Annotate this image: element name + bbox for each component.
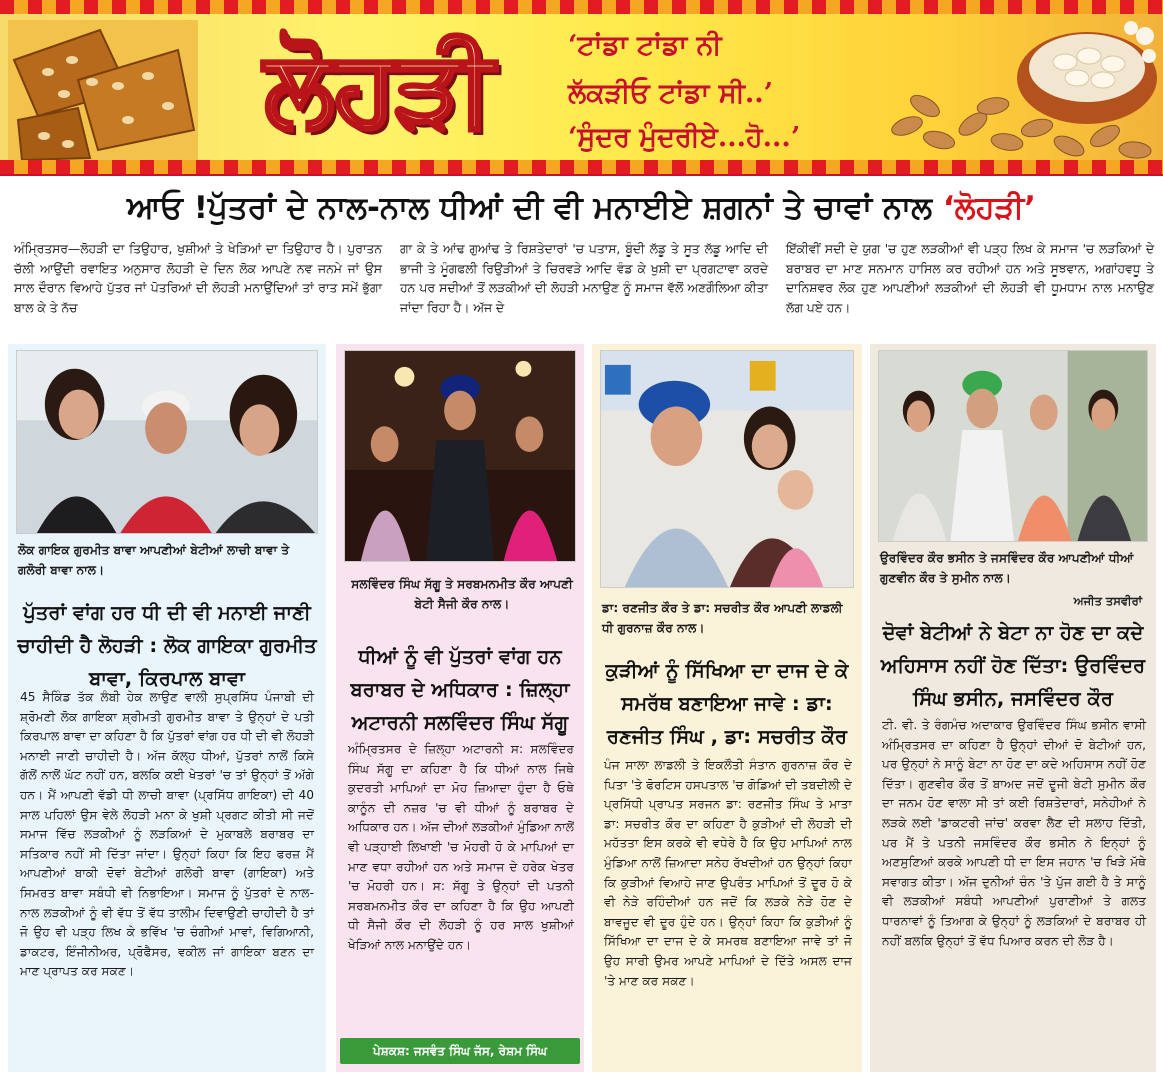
- main-headline: [0, 182, 1163, 234]
- lohri-banner: [0, 0, 1163, 176]
- banner-verse-line-2: ਲੱਕੜੀਓ ਟਾਂਡਾ ਸੀ..’: [568, 78, 774, 109]
- story-3-caption: ਡਾ: ਰਣਜੀਤ ਕੌਰ ਤੇ ਡਾ: ਸਚਰੀਤ ਕੌਰ ਆਪਣੀ ਲਾਡਲੀ ਧੀ ਗੁਰਨਾਜ਼ ਕੌਰ ਨਾਲ।: [602, 601, 843, 635]
- headline-text: ਆਓ !ਪੁੱਤਰਾਂ ਦੇ ਨਾਲ-ਨਾਲ ਧੀਆਂ ਦੀ ਵੀ ਮਨਾਈਏ ਸ਼ਗਨਾਂ ਤੇ ਚਾਵਾਂ ਨਾਲ: [127, 190, 943, 226]
- story-4-body: ਟੀ. ਵੀ. ਤੇ ਰੰਗਮੰਚ ਅਦਾਕਾਰ ਉਰਵਿੰਦਰ ਸਿੰਘ ਭਸੀਨ ਵਾਸੀ ਅੰਮ੍ਰਿਤਸਰ ਦਾ ਕਹਿਣਾ ਹੈ ਉਨ੍ਹਾਂ ਦੀਆਂ ਦੋ ਬੇਟੀਆਂ ਹਨ, ਪਰ ਉਨ੍ਹਾਂ ਨੇ ਸਾਨੂੰ ਬੇਟਾ ਨਾ ਹੋਣ ਦਾ ਕਦੇ ਅਹਿਸਾਸ ਨਹੀਂ ਹੋਣ ਦਿੱਤਾ। ਗੁਣਵੀਰ ਕੌਰ ਤੋਂ ਬਾਅਦ ਜਦੋਂ ਦੂਜੀ ਬੇਟੀ ਸੁਮੀਨ ਕੌਰ ਦਾ ਜਨਮ ਹੋਣ ਵਾਲਾ ਸੀ ਤਾਂ ਕਈ ਰਿਸ਼ਤੇਦਾਰਾਂ, ਸਨੇਹੀਆਂ ਨੇ ਲੜਕੇ ਲਈ 'ਡਾਕਟਰੀ ਜਾਂਚ' ਕਰਵਾ ਲੈਣ ਦੀ ਸਲਾਹ ਦਿੱਤੀ, ਪਰ ਮੈਂ ਤੇ ਪਤਨੀ ਜਸਵਿੰਦਰ ਕੌਰ ਭਸੀਨ ਨੇ ਇਨ੍ਹਾਂ ਨੂੰ ਅਣਸੁਣਿਆਂ ਕਰਕੇ ਆਪਣੀ ਧੀ ਦਾ ਇਸ ਜਹਾਨ 'ਚ ਖਿੜੇ ਮੱਥੇ ਸਵਾਗਤ ਕੀਤਾ। ਅੱਜ ਦੁਨੀਆਂ ਚੰਨ 'ਤੇ ਪੁੱਜ ਗਈ ਹੈ ਤੇ ਸਾਨੂੰ ਵੀ ਲੜਕੀਆਂ ਸਬੰਧੀ ਆਪਣੀਆਂ ਪੁਰਾਣੀਆਂ ਤੇ ਗਲਤ ਧਾਰਨਾਵਾਂ ਨੂੰ ਤਿਆਗ ਕੇ ਉਨ੍ਹਾਂ ਨੂੰ ਲੜਕਿਆਂ ਦੇ ਬਰਾਬਰ ਹੀ ਨਹੀਂ ਬਲਕਿ ਉਨ੍ਹਾਂ ਤੋਂ ਵੱਧ ਪਿਆਰ ਕਰਨ ਦੀ ਲੋੜ ਹੈ।: [882, 718, 1146, 948]
- banner-bottom-stripe: [0, 160, 1163, 174]
- photo-credit-ajit: ਅਜੀਤ ਤਸਵੀਰਾਂ: [1073, 594, 1142, 608]
- story-bawa-family: [8, 344, 326, 1072]
- story-4-caption: ਉਰਵਿੰਦਰ ਕੌਰ ਭਸੀਨ ਤੇ ਜਸਵਿੰਦਰ ਕੌਰ ਆਪਣੀਆਂ ਧੀਆਂ ਗੁਣਵੀਨ ਕੌਰ ਤੇ ਸੁਮੀਨ ਨਾਲ।: [880, 551, 1134, 585]
- peanuts-bowl-image: [877, 16, 1157, 166]
- story-3-body: ਪੰਜ ਸਾਲਾ ਲਾਡਲੀ ਤੇ ਇਕਲੌਤੀ ਸੰਤਾਨ ਗੁਰਨਾਜ਼ ਕੌਰ ਦੇ ਪਿਤਾ 'ਤੇ ਫੋਰਟਿਸ ਹਸਪਤਾਲ 'ਚ ਗੋਡਿਆਂ ਦੀ ਤਬਦੀਲੀ ਦੇ ਪ੍ਰਸਿੱਧੀ ਪ੍ਰਾਪਤ ਸਰਜਨ ਡਾ: ਰਣਜੀਤ ਸਿੰਘ ਤੇ ਮਾਤਾ ਡਾ: ਸਚਰੀਤ ਕੌਰ ਦਾ ਕਹਿਣਾ ਹੈ ਕੁੜੀਆਂ ਦੀ ਲੋਹੜੀ ਦੀ ਮਹੱਤਤਾ ਇਸ ਕਰਕੇ ਵੀ ਵਧੇਰੇ ਹੈ ਕਿ ਉਹ ਮਾਪਿਆਂ ਨਾਲ ਮੁੰਡਿਆ ਨਾਲੋਂ ਜ਼ਿਆਦਾ ਸਨੇਹ ਰੱਖਦੀਆਂ ਹਨ ਉਨ੍ਹਾਂ ਕਿਹਾ ਕਿ ਕੁੜੀਆਂ ਵਿਆਹੇ ਜਾਣ ਉਪਰੰਤ ਮਾਪਿਆਂ ਤੋਂ ਦੂਰ ਹੋ ਕੇ ਵੀ ਨੇੜੇ ਰਹਿੰਦੀਆਂ ਹਨ ਜਦੋਂ ਕਿ ਲੜਕੇ ਨੇੜੇ ਹੋਣ ਦੇ ਬਾਵਜੂਦ ਵੀ ਦੂਰ ਹੁੰਦੇ ਹਨ। ਉਨ੍ਹਾਂ ਕਿਹਾ ਕਿ ਕੁੜੀਆਂ ਨੂੰ ਸਿੱਖਿਆ ਦਾ ਦਾਜ ਦੇ ਕੇ ਸਮਰਥ ਬਣਾਇਆ ਜਾਵੇ ਤਾਂ ਜੋ ਉਹ ਸਾਰੀ ਉਮਰ ਆਪਣੇ ਮਾਪਿਆਂ ਦੇ ਦਿੱਤੇ ਅਸਲ ਦਾਜ 'ਤੇ ਮਾਣ ਕਰ ਸਕਣ।: [604, 758, 852, 988]
- headline-accent-lohri: ‘ਲੋਹੜੀ’: [942, 190, 1036, 226]
- story-1-caption: ਲੋਕ ਗਾਇਕ ਗੁਰਮੀਤ ਬਾਵਾ ਆਪਣੀਆਂ ਬੇਟੀਆਂ ਲਾਚੀ ਬਾਵਾ ਤੇ ਗਲੋਰੀ ਬਾਵਾ ਨਾਲ।: [18, 543, 290, 577]
- story-1-heading: ਪੁੱਤਰਾਂ ਵਾਂਗ ਹਰ ਧੀ ਦੀ ਵੀ ਮਨਾਈ ਜਾਣੀ ਚਾਹੀਦੀ ਹੈ ਲੋਹੜੀ : ਲੋਕ ਗਾਇਕਾ ਗੁਰਮੀਤ ਬਾਵਾ, ਕਿਰਪਾਲ ਬਾਵਾ: [17, 601, 317, 690]
- story-2-body: ਅੰਮ੍ਰਿਤਸਰ ਦੇ ਜ਼ਿਲ੍ਹਾ ਅਟਾਰਨੀ ਸ: ਸਲਵਿੰਦਰ ਸਿੰਘ ਸੱਗੂ ਦਾ ਕਹਿਣਾ ਹੈ ਕਿ ਧੀਆਂ ਨਾਲ ਜਿਥੇ ਕੁਦਰਤੀ ਮਾਪਿਆਂ ਦਾ ਮੋਹ ਜ਼ਿਆਦਾ ਹੁੰਦਾ ਹੈ ਓਥੇ ਕਾਨੂੰਨ ਦੀ ਨਜ਼ਰ 'ਚ ਵੀ ਧੀਆਂ ਨੂੰ ਬਰਾਬਰ ਦੇ ਅਧਿਕਾਰ ਹਨ। ਅੱਜ ਦੀਆਂ ਲੜਕੀਆਂ ਮੁੰਡਿਆ ਨਾਲੋਂ ਵੀ ਪੜ੍ਹਾਈ ਲਿਖਾਈ 'ਚ ਮੋਹਰੀ ਹੋ ਕੇ ਮਾਪਿਆਂ ਦਾ ਮਾਣ ਵਧਾ ਰਹੀਆਂ ਹਨ ਅਤੇ ਸਮਾਜ ਦੇ ਹਰੇਕ ਖੇਤਰ 'ਚ ਮੋਹਰੀ ਹਨ। ਸ: ਸੱਗੂ ਤੇ ਉਨ੍ਹਾਂ ਦੀ ਪਤਨੀ ਸਰਬਮਨਮੀਤ ਕੌਰ ਦਾ ਕਹਿਣਾ ਹੈ ਕਿ ਉਹ ਆਪਣੀ ਧੀ ਸੈਜੀ ਕੌਰ ਦੀ ਲੋਹੜੀ ਨੂੰ ਹਰ ਸਾਲ ਖੁਸ਼ੀਆਂ ਖੇੜਿਆਂ ਨਾਲ ਮਨਾਉਂਦੇ ਹਨ।: [348, 742, 574, 952]
- intro-column-1: ਅੰਮ੍ਰਿਤਸਰ—ਲੋਹੜੀ ਦਾ ਤਿਉਹਾਰ, ਖੁਸ਼ੀਆਂ ਤੇ ਖੇੜਿਆਂ ਦਾ ਤਿਉਹਾਰ ਹੈ। ਪੁਰਾਤਨ ਚੱਲੀ ਆਉਂਦੀ ਰਵਾਇਤ ਅਨੁਸਾਰ ਲੋਹੜੀ ਦੇ ਦਿਨ ਲੋਕ ਆਪਣੇ ਨਵ ਜਨਮੇ ਜਾਂ ਉਸ ਸਾਲ ਦੌਰਾਨ ਵਿਆਹੇ ਪੁੱਤਰ ਜਾਂ ਪੋਤਰਿਆਂ ਦੀ ਲੋਹੜੀ ਮਨਾਉਂਦਿਆਂ ਤਾਂ ਰਾਤ ਸਮੇਂ ਭੁੱਗਾ ਬਾਲ ਕੇ ਤੇ ਨੱਚ: [14, 242, 382, 315]
- story-2-heading: ਧੀਆਂ ਨੂੰ ਵੀ ਪੁੱਤਰਾਂ ਵਾਂਗ ਹਨ ਬਰਾਬਰ ਦੇ ਅਧਿਕਾਰ : ਜ਼ਿਲ੍ਹਾ ਅਟਾਰਨੀ ਸਲਵਿੰਦਰ ਸਿੰਘ ਸੱਗੂ: [350, 645, 570, 734]
- reporter-credit: ਪੇਸ਼ਕਸ਼: ਜਸਵੰਤ ਸਿੰਘ ਜੱਸ, ਰੇਸ਼ਮ ਸਿੰਘ: [340, 1038, 580, 1064]
- story-1-body: 45 ਸੈਕਿੰਡ ਤੱਕ ਲੰਬੀ ਹੇਕ ਲਾਉਣ ਵਾਲੀ ਸੁਪ੍ਰਸਿੱਧ ਪੰਜਾਬੀ ਦੀ ਸ਼੍ਰੋਮਣੀ ਲੋਕ ਗਾਇਕਾ ਸ਼੍ਰੀਮਤੀ ਗੁਰਮੀਤ ਬਾਵਾ ਤੇ ਉਨ੍ਹਾਂ ਦੇ ਪਤੀ ਕਿਰਪਾਲ ਬਾਵਾ ਦਾ ਕਹਿਣਾ ਹੈ ਕਿ ਪੁੱਤਰਾਂ ਵਾਂਗ ਹਰ ਧੀ ਦੀ ਵੀ ਲੋਹੜੀ ਮਨਾਈ ਜਾਣੀ ਚਾਹੀਦੀ ਹੈ। ਅੱਜ ਕੱਲ੍ਹ ਧੀਆਂ, ਪੁੱਤਰਾਂ ਨਾਲੋਂ ਕਿਸੇ ਗੱਲੋਂ ਨਾਲੋਂ ਘੱਟ ਨਹੀਂ ਹਨ, ਬਲਕਿ ਕਈ ਖੇਤਰਾਂ 'ਚ ਤਾਂ ਉਨ੍ਹਾਂ ਤੋਂ ਅੱਗੇ ਹਨ। ਮੈਂ ਆਪਣੀ ਵੱਡੀ ਧੀ ਲਾਚੀ ਬਾਵਾ (ਪ੍ਰਸਿੱਧ ਗਾਇਕਾ) ਦੀ 40 ਸਾਲ ਪਹਿਲਾਂ ਉਸ ਵੇਲੇ ਲੋਹੜੀ ਮਨਾ ਕੇ ਖੁਸ਼ੀ ਪ੍ਰਗਟ ਕੀਤੀ ਸੀ ਜਦੋਂ ਸਮਾਜ ਵਿੱਚ ਲੜਕੀਆਂ ਨੂੰ ਲੜਕਿਆਂ ਦੇ ਮੁਕਾਬਲੇ ਬਰਾਬਰ ਦਾ ਸਤਿਕਾਰ ਨਹੀਂ ਸੀ ਦਿੱਤਾ ਜਾਂਦਾ। ਉਨ੍ਹਾਂ ਕਿਹਾ ਕਿ ਇਹ ਫਰਜ਼ ਮੈਂ ਆਪਣੀਆਂ ਬਾਕੀ ਦੋਵਾਂ ਬੇਟੀਆਂ ਗਲੋਰੀ ਬਾਵਾ (ਗਾਇਕਾ) ਅਤੇ ਸਿਮਰਤ ਬਾਵਾ ਸਬੰਧੀ ਵੀ ਨਿਭਾਇਆ। ਸਮਾਜ ਨੂੰ ਪੁੱਤਰਾਂ ਦੇ ਨਾਲ-ਨਾਲ ਲੜਕੀਆਂ ਨੂੰ ਵੀ ਵੱਧ ਤੋਂ ਵੱਧ ਤਾਲੀਮ ਦਿਵਾਉਣੀ ਚਾਹੀਦੀ ਹੈ ਤਾਂ ਜੋ ਉਹ ਵੀ ਪੜ੍ਹ ਲਿਖ ਕੇ ਭਵਿੱਖ 'ਚ ਚੰਗੀਆਂ ਮਾਵਾਂ, ਵਿਗਿਆਨੀ, ਡਾਕਟਰ, ਇੰਜੀਨੀਅਰ, ਪ੍ਰੋਫੈਸਰ, ਵਕੀਲ ਜਾਂ ਗਾਇਕਾ ਬਣਨ ਦਾ ਮਾਣ ਪ੍ਰਾਪਤ ਕਰ ਸਕਣ।: [20, 690, 314, 979]
- intro-column-3: ਇੱਕੀਵੀਂ ਸਦੀ ਦੇ ਯੁਗ 'ਚ ਹੁਣ ਲੜਕੀਆਂ ਵੀ ਪੜ੍ਹ ਲਿਖ ਕੇ ਸਮਾਜ 'ਚ ਲੜਕਿਆਂ ਦੇ ਬਰਾਬਰ ਦਾ ਮਾਣ ਸਨਮਾਨ ਹਾਸਿਲ ਕਰ ਰਹੀਆਂ ਹਨ ਅਤੇ ਸੂਝਵਾਨ, ਅਗਾਂਹਵਧੂ ਤੇ ਦਾਨਿਸ਼ਵਰ ਲੋਕ ਹੁਣ ਆਪਣੀਆਂ ਲੜਕੀਆਂ ਦੀ ਲੋਹੜੀ ਵੀ ਧੂਮਧਾਮ ਨਾਲ ਮਨਾਉਣ ਲੱਗ ਪਏ ਹਨ।: [786, 242, 1154, 315]
- banner-verse-line-3: ‘ਸੁੰਦਰ ਮੁੰਦਰੀਏ...ਹੋ...’: [568, 122, 801, 153]
- photo-bhasin-family: [878, 350, 1148, 542]
- photo-bawa-family: [16, 350, 318, 534]
- banner-verse-line-1: ‘ਟਾਂਡਾ ਟਾਂਡਾ ਨੀ: [568, 30, 722, 61]
- intro-column-2: ਗਾ ਕੇ ਤੇ ਆਂਢ ਗੁਆਂਢ ਤੇ ਰਿਸ਼ਤੇਦਾਰਾਂ 'ਚ ਪਤਾਸ, ਬੂੰਦੀ ਲੱਡੂ ਤੇ ਸੂਤ ਲੱਡੂ ਆਦਿ ਦੀ ਭਾਜੀ ਤੇ ਮੂੰਗਫਲੀ ਰਿਉੜੀਆਂ ਤੇ ਚਿਰਵੜੇ ਆਦਿ ਵੰਡ ਕੇ ਖੁਸ਼ੀ ਦਾ ਪ੍ਰਗਟਾਵਾ ਕਰਦੇ ਹਨ ਪਰ ਸਦੀਆਂ ਤੋਂ ਲੜਕੀਆਂ ਦੀ ਲੋਹੜੀ ਮਨਾਉਣ ਨੂੰ ਸਮਾਜ ਵੱਲੋਂ ਅਣਗੌਲਿਆ ਕੀਤਾ ਜਾਂਦਾ ਰਿਹਾ ਹੈ। ਅੱਜ ਦੇ: [400, 242, 768, 315]
- story-ranjit-family: [592, 344, 862, 1072]
- story-bhasin-family: [870, 344, 1156, 1072]
- story-2-caption: ਸਲਵਿੰਦਰ ਸਿੰਘ ਸੱਗੂ ਤੇ ਸਰਬਮਨਮੀਤ ਕੌਰ ਆਪਣੀ ਬੇਟੀ ਸੈਜੀ ਕੌਰ ਨਾਲ।: [351, 577, 573, 611]
- story-4-heading: ਦੋਵਾਂ ਬੇਟੀਆਂ ਨੇ ਬੇਟਾ ਨਾ ਹੋਣ ਦਾ ਕਦੇ ਅਹਿਸਾਸ ਨਹੀਂ ਹੋਣ ਦਿੱਤਾ: ਉਰਵਿੰਦਰ ਸਿੰਘ ਭਸੀਨ, ਜਸਵਿੰਦਰ ਕੌਰ: [880, 621, 1146, 710]
- banner-top-stripe: [0, 0, 1163, 14]
- story-saggu-family: [336, 344, 584, 1072]
- peanut-chikki-image: [8, 20, 198, 162]
- intro-article: [14, 240, 1154, 340]
- photo-saggu-family: [344, 350, 576, 562]
- story-3-heading: ਕੁੜੀਆਂ ਨੂੰ ਸਿੱਖਿਆ ਦਾ ਦਾਜ ਦੇ ਕੇ ਸਮਰੱਥ ਬਣਾਇਆ ਜਾਵੇ : ਡਾ: ਰਣਜੀਤ ਸਿੰਘ , ਡਾ: ਸਚਰੀਤ ਕੌਰ: [605, 659, 849, 748]
- photo-ranjit-family: [600, 350, 854, 588]
- banner-title-lohri: ਲੋਹੜੀ: [264, 26, 492, 149]
